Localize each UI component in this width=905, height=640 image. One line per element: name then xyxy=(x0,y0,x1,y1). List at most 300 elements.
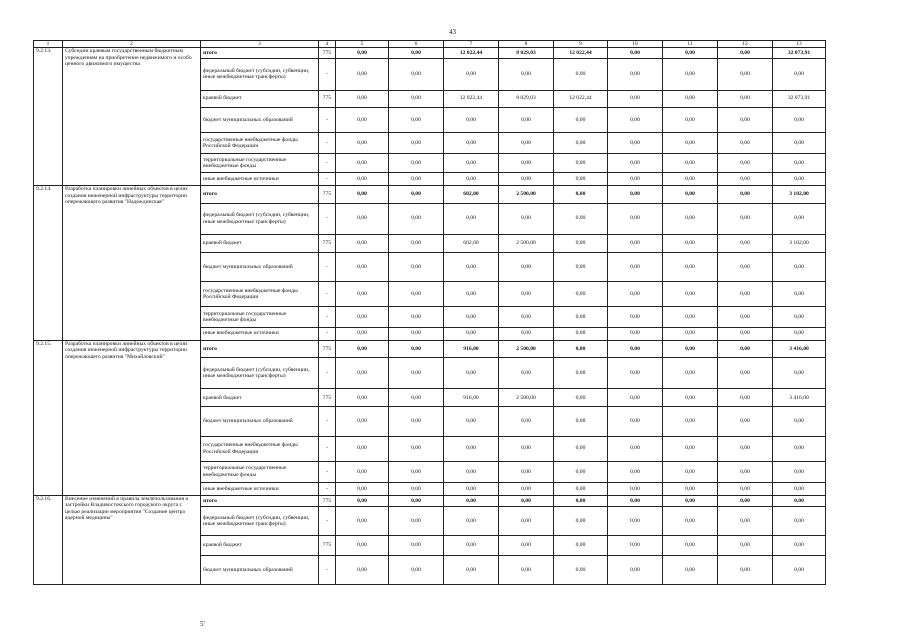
amount-value: 0,00 xyxy=(444,555,499,584)
amount-value: 916,00 xyxy=(444,340,499,357)
amount-value: 2 500,00 xyxy=(499,389,554,407)
amount-value: 0,00 xyxy=(608,234,663,252)
amount-value: 0,00 xyxy=(718,203,773,234)
amount-value: 0,00 xyxy=(608,59,663,90)
header-cell: 4 xyxy=(319,41,336,48)
amount-value: 0,00 xyxy=(554,154,608,173)
header-cell: 11 xyxy=(663,41,718,48)
amount-value: 0,00 xyxy=(389,357,444,388)
amount-value: 0,00 xyxy=(444,461,499,482)
amount-value: 0,00 xyxy=(444,307,499,327)
header-cell: 13 xyxy=(773,41,826,48)
amount-value: 0,00 xyxy=(389,340,444,357)
amount-value: 0,00 xyxy=(608,327,663,340)
amount-value: 0,00 xyxy=(718,186,773,203)
page-number: 43 xyxy=(449,28,456,36)
funding-source: территориальные государственные внебюджетные фонды xyxy=(201,154,319,173)
amount-value: 0,00 xyxy=(389,536,444,555)
amount-value: 0,00 xyxy=(444,407,499,436)
amount-value: 0,00 xyxy=(718,357,773,388)
funding-source: бюджет муниципальных образований xyxy=(201,407,319,436)
funding-source: государственные внебюджетные фонды Российской Федерации xyxy=(201,132,319,153)
footer-mark: 5' xyxy=(200,620,205,628)
amount-value: 0,00 xyxy=(718,327,773,340)
budget-code: - xyxy=(319,252,336,281)
total-value: 0,00 xyxy=(773,203,826,234)
total-value: 0,00 xyxy=(773,282,826,307)
total-value: 0,00 xyxy=(773,307,826,327)
budget-code: 775 xyxy=(319,186,336,203)
funding-source: итого xyxy=(201,48,319,59)
item-name: Разработка планировки линейных объектов в целях создания инженерной инфраструктуры территории опережающего развития "Михайловский" xyxy=(63,340,201,495)
amount-value: 0,00 xyxy=(718,389,773,407)
amount-value: 0,00 xyxy=(663,407,718,436)
amount-value: 0,00 xyxy=(608,482,663,495)
budget-code: 775 xyxy=(319,90,336,107)
total-value: 3 416,00 xyxy=(773,389,826,407)
amount-value: 0,00 xyxy=(336,132,389,153)
amount-value: 12 022,44 xyxy=(554,48,608,59)
amount-value: 0,00 xyxy=(444,507,499,536)
amount-value: 0,00 xyxy=(444,107,499,132)
amount-value: 0,00 xyxy=(336,234,389,252)
budget-code: - xyxy=(319,59,336,90)
amount-value: 0,00 xyxy=(554,252,608,281)
amount-value: 0,00 xyxy=(389,555,444,584)
amount-value: 0,00 xyxy=(608,252,663,281)
funding-source: федеральный бюджет (субсидии, субвенции, иные межбюджетные трансферты) xyxy=(201,203,319,234)
amount-value: 0,00 xyxy=(663,482,718,495)
amount-value: 0,00 xyxy=(554,357,608,388)
header-cell: 8 xyxy=(499,41,554,48)
total-value: 0,00 xyxy=(773,507,826,536)
header-cell: 1 xyxy=(34,41,63,48)
amount-value: 0,00 xyxy=(663,436,718,461)
amount-value: 0,00 xyxy=(554,282,608,307)
funding-source: итого xyxy=(201,186,319,203)
budget-code: - xyxy=(319,407,336,436)
budget-code: - xyxy=(319,307,336,327)
amount-value: 0,00 xyxy=(554,107,608,132)
amount-value: 0,00 xyxy=(608,389,663,407)
amount-value: 0,00 xyxy=(444,496,499,507)
amount-value: 0,00 xyxy=(336,357,389,388)
amount-value: 0,00 xyxy=(718,340,773,357)
amount-value: 0,00 xyxy=(336,203,389,234)
amount-value: 0,00 xyxy=(554,389,608,407)
amount-value: 0,00 xyxy=(499,357,554,388)
amount-value: 0,00 xyxy=(554,132,608,153)
amount-value: 602,00 xyxy=(444,186,499,203)
amount-value: 0,00 xyxy=(663,307,718,327)
total-value: 0,00 xyxy=(773,252,826,281)
amount-value: 0,00 xyxy=(663,357,718,388)
header-row xyxy=(34,41,826,48)
amount-value: 0,00 xyxy=(718,436,773,461)
item-index: 9.2.15. xyxy=(34,340,63,495)
budget-code: - xyxy=(319,327,336,340)
amount-value: 0,00 xyxy=(554,59,608,90)
amount-value: 0,00 xyxy=(663,107,718,132)
amount-value: 0,00 xyxy=(336,482,389,495)
amount-value: 0,00 xyxy=(336,496,389,507)
amount-value: 0,00 xyxy=(389,173,444,186)
amount-value: 0,00 xyxy=(389,203,444,234)
budget-code: - xyxy=(319,282,336,307)
amount-value: 0,00 xyxy=(663,173,718,186)
funding-source: бюджет муниципальных образований xyxy=(201,555,319,584)
amount-value: 0,00 xyxy=(444,154,499,173)
amount-value: 0,00 xyxy=(389,389,444,407)
total-value: 0,00 xyxy=(773,496,826,507)
amount-value: 0,00 xyxy=(663,234,718,252)
amount-value: 2 500,00 xyxy=(499,340,554,357)
funding-source: федеральный бюджет (субсидии, субвенции, иные межбюджетные трансферты) xyxy=(201,357,319,388)
amount-value: 0,00 xyxy=(608,461,663,482)
amount-value: 0,00 xyxy=(663,536,718,555)
amount-value: 0,00 xyxy=(608,107,663,132)
table-row xyxy=(34,496,826,507)
total-value: 0,00 xyxy=(773,132,826,153)
amount-value: 0,00 xyxy=(336,436,389,461)
amount-value: 0,00 xyxy=(663,461,718,482)
amount-value: 0,00 xyxy=(336,555,389,584)
budget-code: - xyxy=(319,173,336,186)
amount-value: 0,00 xyxy=(499,173,554,186)
total-value: 0,00 xyxy=(773,461,826,482)
funding-source: иные внебюджетные источники xyxy=(201,482,319,495)
amount-value: 0,00 xyxy=(336,186,389,203)
budget-code: - xyxy=(319,461,336,482)
amount-value: 0,00 xyxy=(608,507,663,536)
amount-value: 0,00 xyxy=(718,536,773,555)
amount-value: 0,00 xyxy=(336,340,389,357)
amount-value: 0,00 xyxy=(718,496,773,507)
amount-value: 0,00 xyxy=(336,59,389,90)
item-index: 9.2.16. xyxy=(34,496,63,585)
amount-value: 0,00 xyxy=(554,203,608,234)
budget-code: - xyxy=(319,436,336,461)
amount-value: 0,00 xyxy=(608,307,663,327)
amount-value: 0,00 xyxy=(663,186,718,203)
total-value: 0,00 xyxy=(773,173,826,186)
header-cell: 9 xyxy=(554,41,608,48)
funding-source: бюджет муниципальных образований xyxy=(201,107,319,132)
amount-value: 0,00 xyxy=(663,340,718,357)
budget-code: - xyxy=(319,203,336,234)
amount-value: 0,00 xyxy=(389,496,444,507)
amount-value: 0,00 xyxy=(389,186,444,203)
amount-value: 0,00 xyxy=(608,340,663,357)
funding-source: иные внебюджетные источники xyxy=(201,173,319,186)
total-value: 32 073,91 xyxy=(773,90,826,107)
header-cell: 6 xyxy=(389,41,444,48)
funding-source: итого xyxy=(201,340,319,357)
budget-code: 775 xyxy=(319,340,336,357)
amount-value: 0,00 xyxy=(336,154,389,173)
amount-value: 0,00 xyxy=(389,48,444,59)
amount-value: 0,00 xyxy=(554,186,608,203)
amount-value: 0,00 xyxy=(499,436,554,461)
amount-value: 0,00 xyxy=(663,555,718,584)
amount-value: 0,00 xyxy=(554,234,608,252)
amount-value: 0,00 xyxy=(499,496,554,507)
amount-value: 916,00 xyxy=(444,389,499,407)
amount-value: 12 022,44 xyxy=(554,90,608,107)
amount-value: 0,00 xyxy=(499,327,554,340)
amount-value: 0,00 xyxy=(718,154,773,173)
amount-value: 0,00 xyxy=(389,154,444,173)
amount-value: 0,00 xyxy=(444,59,499,90)
amount-value: 0,00 xyxy=(663,252,718,281)
amount-value: 0,00 xyxy=(444,436,499,461)
amount-value: 12 022,44 xyxy=(444,90,499,107)
amount-value: 0,00 xyxy=(389,59,444,90)
amount-value: 0,00 xyxy=(663,282,718,307)
amount-value: 0,00 xyxy=(499,407,554,436)
funding-source: краевой бюджет xyxy=(201,90,319,107)
amount-value: 0,00 xyxy=(554,507,608,536)
header-cell: 3 xyxy=(201,41,319,48)
amount-value: 0,00 xyxy=(499,482,554,495)
amount-value: 0,00 xyxy=(718,107,773,132)
amount-value: 0,00 xyxy=(554,536,608,555)
budget-table xyxy=(33,40,826,585)
header-cell: 5 xyxy=(336,41,389,48)
amount-value: 0,00 xyxy=(499,59,554,90)
amount-value: 0,00 xyxy=(718,132,773,153)
funding-source: краевой бюджет xyxy=(201,234,319,252)
total-value: 0,00 xyxy=(773,107,826,132)
amount-value: 0,00 xyxy=(336,389,389,407)
item-name: Внесение изменений в правила землепользования и застройки Владивостокского городского округа с целью реализации мероприятия "Создание центра ядерной медицины" xyxy=(63,496,201,585)
budget-code: - xyxy=(319,132,336,153)
amount-value: 0,00 xyxy=(444,536,499,555)
header-cell: 12 xyxy=(718,41,773,48)
amount-value: 0,00 xyxy=(718,307,773,327)
funding-source: бюджет муниципальных образований xyxy=(201,252,319,281)
amount-value: 0,00 xyxy=(663,132,718,153)
header-cell: 7 xyxy=(444,41,499,48)
amount-value: 0,00 xyxy=(336,252,389,281)
funding-source: краевой бюджет xyxy=(201,536,319,555)
amount-value: 0,00 xyxy=(663,389,718,407)
amount-value: 0,00 xyxy=(444,203,499,234)
amount-value: 0,00 xyxy=(608,173,663,186)
amount-value: 0,00 xyxy=(554,173,608,186)
header-cell: 10 xyxy=(608,41,663,48)
total-value: 0,00 xyxy=(773,154,826,173)
funding-source: федеральный бюджет (субсидии, субвенции, иные межбюджетные трансферты) xyxy=(201,59,319,90)
amount-value: 0,00 xyxy=(336,536,389,555)
funding-source: территориальные государственные внебюджетные фонды xyxy=(201,461,319,482)
amount-value: 0,00 xyxy=(554,307,608,327)
amount-value: 0,00 xyxy=(608,154,663,173)
amount-value: 0,00 xyxy=(554,327,608,340)
amount-value: 2 500,00 xyxy=(499,186,554,203)
amount-value: 0,00 xyxy=(608,436,663,461)
amount-value: 0,00 xyxy=(554,340,608,357)
budget-code: 775 xyxy=(319,536,336,555)
amount-value: 0,00 xyxy=(389,107,444,132)
funding-source: иные внебюджетные источники xyxy=(201,327,319,340)
amount-value: 0,00 xyxy=(554,482,608,495)
amount-value: 0,00 xyxy=(554,436,608,461)
amount-value: 0,00 xyxy=(718,407,773,436)
amount-value: 0,00 xyxy=(499,107,554,132)
amount-value: 0,00 xyxy=(389,327,444,340)
amount-value: 0,00 xyxy=(336,407,389,436)
budget-code: - xyxy=(319,482,336,495)
total-value: 3 102,00 xyxy=(773,186,826,203)
amount-value: 0,00 xyxy=(499,282,554,307)
total-value: 0,00 xyxy=(773,482,826,495)
amount-value: 602,00 xyxy=(444,234,499,252)
amount-value: 0,00 xyxy=(663,48,718,59)
item-index: 9.2.13. xyxy=(34,48,63,186)
amount-value: 0,00 xyxy=(663,327,718,340)
amount-value: 0,00 xyxy=(444,132,499,153)
table-row xyxy=(34,186,826,203)
amount-value: 0,00 xyxy=(663,203,718,234)
amount-value: 0,00 xyxy=(499,307,554,327)
amount-value: 0,00 xyxy=(499,132,554,153)
amount-value: 0,00 xyxy=(389,461,444,482)
total-value: 0,00 xyxy=(773,357,826,388)
amount-value: 0,00 xyxy=(718,252,773,281)
amount-value: 0,00 xyxy=(389,507,444,536)
amount-value: 0,00 xyxy=(608,496,663,507)
amount-value: 0,00 xyxy=(389,282,444,307)
total-value: 0,00 xyxy=(773,59,826,90)
table-row xyxy=(34,48,826,59)
amount-value: 0,00 xyxy=(608,282,663,307)
amount-value: 0,00 xyxy=(389,407,444,436)
amount-value: 0,00 xyxy=(554,407,608,436)
amount-value: 0,00 xyxy=(444,327,499,340)
amount-value: 0,00 xyxy=(336,282,389,307)
amount-value: 0,00 xyxy=(336,173,389,186)
amount-value: 0,00 xyxy=(718,282,773,307)
total-value: 32 073,91 xyxy=(773,48,826,59)
amount-value: 0,00 xyxy=(499,252,554,281)
amount-value: 0,00 xyxy=(608,186,663,203)
amount-value: 0,00 xyxy=(499,555,554,584)
amount-value: 8 029,03 xyxy=(499,48,554,59)
amount-value: 0,00 xyxy=(663,154,718,173)
funding-source: итого xyxy=(201,496,319,507)
amount-value: 0,00 xyxy=(608,48,663,59)
amount-value: 0,00 xyxy=(444,173,499,186)
amount-value: 0,00 xyxy=(663,59,718,90)
amount-value: 0,00 xyxy=(389,436,444,461)
table-row xyxy=(34,340,826,357)
amount-value: 0,00 xyxy=(718,234,773,252)
item-name: Субсидии краевым государственным бюджетным учреждениям на приобретение недвижимого и особо ценного движимого имущества xyxy=(63,48,201,186)
amount-value: 0,00 xyxy=(336,327,389,340)
amount-value: 0,00 xyxy=(389,90,444,107)
amount-value: 0,00 xyxy=(336,107,389,132)
amount-value: 0,00 xyxy=(499,461,554,482)
amount-value: 0,00 xyxy=(499,203,554,234)
budget-code: - xyxy=(319,555,336,584)
total-value: 0,00 xyxy=(773,536,826,555)
budget-code: - xyxy=(319,357,336,388)
funding-source: территориальные государственные внебюджетные фонды xyxy=(201,307,319,327)
total-value: 3 102,00 xyxy=(773,234,826,252)
amount-value: 0,00 xyxy=(554,496,608,507)
funding-source: государственные внебюджетные фонды Российской Федерации xyxy=(201,436,319,461)
amount-value: 0,00 xyxy=(336,48,389,59)
amount-value: 0,00 xyxy=(444,482,499,495)
budget-code: 775 xyxy=(319,496,336,507)
total-value: 0,00 xyxy=(773,407,826,436)
total-value: 0,00 xyxy=(773,327,826,340)
amount-value: 0,00 xyxy=(499,154,554,173)
amount-value: 2 500,00 xyxy=(499,234,554,252)
amount-value: 0,00 xyxy=(718,555,773,584)
amount-value: 0,00 xyxy=(389,252,444,281)
amount-value: 0,00 xyxy=(718,173,773,186)
amount-value: 0,00 xyxy=(499,536,554,555)
amount-value: 0,00 xyxy=(554,555,608,584)
amount-value: 0,00 xyxy=(663,496,718,507)
amount-value: 0,00 xyxy=(608,536,663,555)
amount-value: 0,00 xyxy=(389,482,444,495)
funding-source: краевой бюджет xyxy=(201,389,319,407)
amount-value: 0,00 xyxy=(608,555,663,584)
amount-value: 0,00 xyxy=(554,461,608,482)
amount-value: 0,00 xyxy=(608,132,663,153)
amount-value: 0,00 xyxy=(444,252,499,281)
amount-value: 0,00 xyxy=(444,282,499,307)
funding-source: федеральный бюджет (субсидии, субвенции, иные межбюджетные трансферты) xyxy=(201,507,319,536)
budget-code: 775 xyxy=(319,48,336,59)
amount-value: 0,00 xyxy=(608,357,663,388)
item-index: 9.2.14. xyxy=(34,186,63,340)
amount-value: 0,00 xyxy=(718,482,773,495)
total-value: 0,00 xyxy=(773,436,826,461)
amount-value: 0,00 xyxy=(336,461,389,482)
amount-value: 0,00 xyxy=(608,90,663,107)
total-value: 0,00 xyxy=(773,555,826,584)
amount-value: 0,00 xyxy=(718,461,773,482)
amount-value: 0,00 xyxy=(336,90,389,107)
amount-value: 8 029,03 xyxy=(499,90,554,107)
amount-value: 0,00 xyxy=(444,357,499,388)
amount-value: 0,00 xyxy=(663,90,718,107)
amount-value: 0,00 xyxy=(336,307,389,327)
amount-value: 0,00 xyxy=(718,59,773,90)
budget-code: 775 xyxy=(319,389,336,407)
budget-code: - xyxy=(319,507,336,536)
amount-value: 0,00 xyxy=(389,132,444,153)
amount-value: 0,00 xyxy=(718,507,773,536)
total-value: 3 416,00 xyxy=(773,340,826,357)
amount-value: 0,00 xyxy=(389,307,444,327)
budget-code: 775 xyxy=(319,234,336,252)
amount-value: 0,00 xyxy=(608,203,663,234)
amount-value: 0,00 xyxy=(718,48,773,59)
amount-value: 12 022,44 xyxy=(444,48,499,59)
amount-value: 0,00 xyxy=(336,507,389,536)
header-cell: 2 xyxy=(63,41,201,48)
amount-value: 0,00 xyxy=(718,90,773,107)
amount-value: 0,00 xyxy=(389,234,444,252)
amount-value: 0,00 xyxy=(608,407,663,436)
budget-code: - xyxy=(319,154,336,173)
budget-code: - xyxy=(319,107,336,132)
